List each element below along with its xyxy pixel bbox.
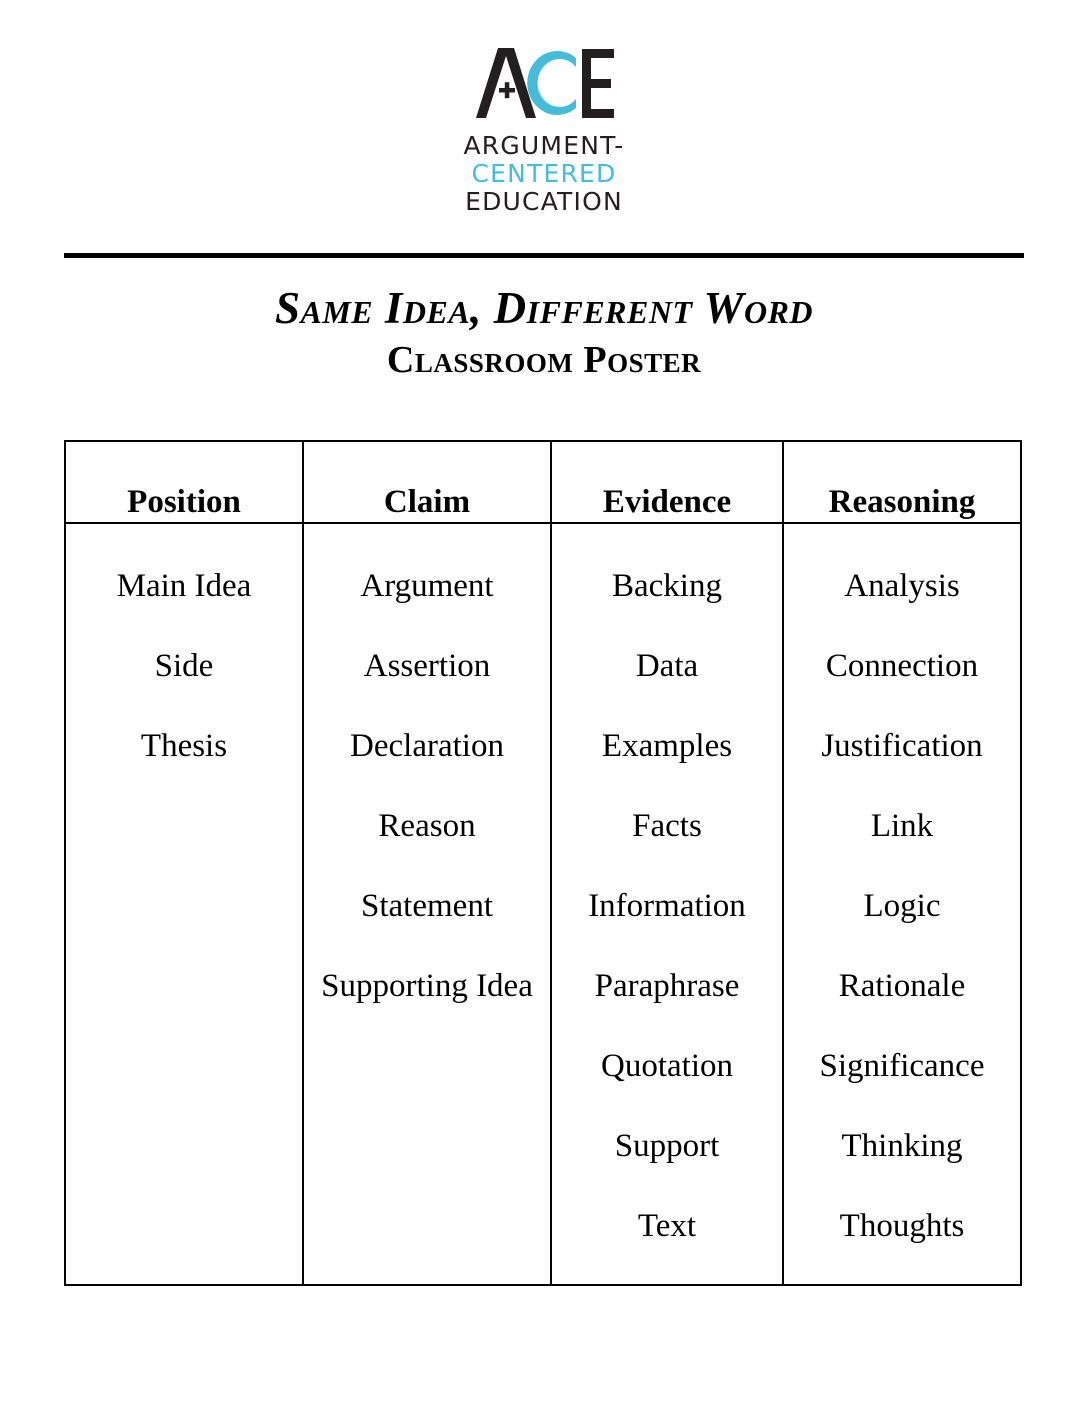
- table-cell: Declaration: [350, 728, 504, 764]
- table-column-claim: [304, 524, 552, 1284]
- logo-plus-vertical-icon: [505, 82, 510, 98]
- table-header-cell-position: [66, 442, 304, 522]
- column-header-label: Position: [127, 484, 241, 520]
- logo-letter-e-bottom-icon: [582, 109, 614, 118]
- logo-letter-e-top-icon: [582, 49, 614, 58]
- table-cell: Paraphrase: [594, 968, 740, 1004]
- table-cell: Side: [154, 648, 214, 684]
- table-cell: Assertion: [363, 648, 491, 684]
- title-block: [0, 283, 1088, 383]
- table-cell: Facts: [632, 808, 702, 844]
- header-divider-rule: [64, 253, 1024, 258]
- table-cell: Rationale: [838, 968, 966, 1004]
- table-cell: Thesis: [140, 728, 228, 764]
- logo-wordmark: [463, 132, 624, 216]
- table-column-reasoning: [784, 524, 1020, 1284]
- table-header-cell-evidence: [552, 442, 784, 522]
- table-cell: Examples: [601, 728, 733, 764]
- table-cell: Backing: [612, 568, 722, 604]
- table-body-row: [66, 524, 1020, 1284]
- table-cell: Argument: [360, 568, 494, 604]
- table-cell: Data: [635, 648, 699, 684]
- table-cell: Main Idea: [116, 568, 252, 604]
- table-cell: Logic: [863, 888, 941, 924]
- ace-logo-mark: [468, 44, 620, 122]
- logo-letter-e-mid-icon: [582, 79, 611, 88]
- table-cell: Supporting Idea: [321, 968, 533, 1004]
- table-cell: Statement: [361, 888, 493, 924]
- table-cell: Information: [588, 888, 746, 924]
- organization-logo: [0, 44, 1088, 216]
- table-cell: Justification: [821, 728, 983, 764]
- table-cell: Thoughts: [839, 1208, 965, 1244]
- page-title: Same Idea, Different Word: [274, 283, 814, 333]
- table-cell: Thinking: [841, 1128, 963, 1164]
- synonyms-table: [64, 440, 1022, 1286]
- logo-letter-c-icon: [527, 51, 576, 115]
- column-header-label: Claim: [383, 484, 471, 520]
- table-column-evidence: [552, 524, 784, 1284]
- table-column-position: [66, 524, 304, 1284]
- table-header-cell-claim: [304, 442, 552, 522]
- wordmark-line-centered: CENTERED: [471, 159, 617, 188]
- table-header-row: [66, 442, 1020, 524]
- table-cell: Link: [870, 808, 934, 844]
- table-cell: Text: [637, 1208, 697, 1244]
- page-subtitle: Classroom Poster: [386, 339, 702, 381]
- column-header-label: Reasoning: [828, 484, 976, 520]
- table-cell: Analysis: [844, 568, 960, 604]
- column-header-label: Evidence: [602, 484, 732, 520]
- table-cell: Connection: [825, 648, 979, 684]
- table-cell: Reason: [378, 808, 476, 844]
- wordmark-line-education: EDUCATION: [465, 187, 623, 216]
- table-cell: Quotation: [601, 1048, 733, 1084]
- wordmark-line-argument: ARGUMENT-: [463, 131, 625, 160]
- table-header-cell-reasoning: [784, 442, 1020, 522]
- table-cell: Significance: [819, 1048, 985, 1084]
- table-cell: Support: [614, 1128, 720, 1164]
